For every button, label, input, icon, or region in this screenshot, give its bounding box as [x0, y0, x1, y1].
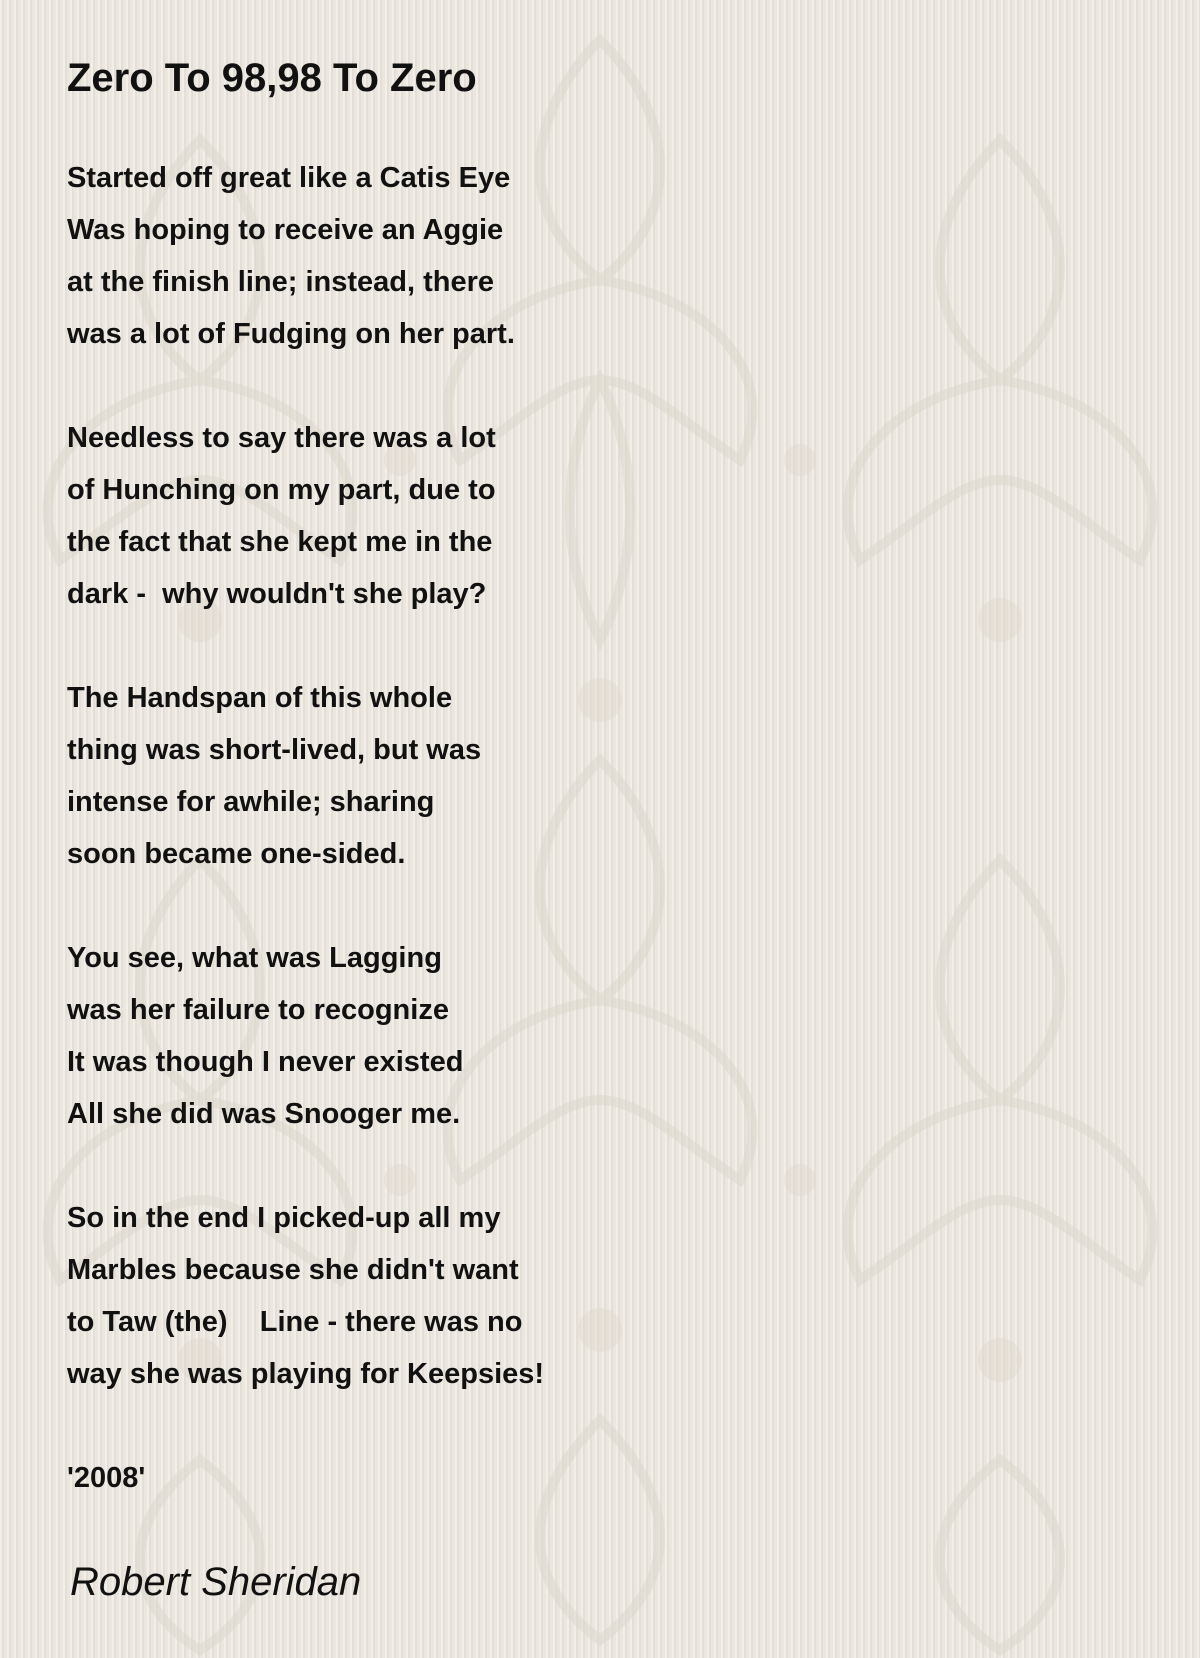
poem-line: You see, what was Lagging — [67, 942, 442, 974]
poem-line: So in the end I picked-up all my — [67, 1202, 501, 1234]
poem-card — [67, 48, 767, 1504]
poem-line: Started off great like a Catis Eye — [67, 162, 511, 194]
poem-title: Zero To 98,98 To Zero — [67, 56, 477, 100]
poem-line: The Handspan of this whole — [67, 682, 453, 714]
stanza-3 — [67, 672, 767, 880]
stanza-5 — [67, 1192, 767, 1400]
poem-line: thing was short-lived, but was — [67, 734, 482, 766]
poem-line: was her failure to recognize — [67, 994, 449, 1026]
poem-line: All she did was Snooger me. — [67, 1098, 461, 1130]
poem-line: Needless to say there was a lot — [67, 422, 496, 454]
poem-line: soon became one-sided. — [67, 838, 406, 870]
poem-author: Robert Sheridan — [70, 1560, 362, 1604]
poem-date: '2008' — [67, 1462, 146, 1494]
poem-line: It was though I never existed — [67, 1046, 464, 1078]
poem-line: was a lot of Fudging on her part. — [67, 318, 515, 350]
stanza-1 — [67, 152, 767, 360]
poem-body — [67, 152, 767, 1504]
poem-line: at the finish line; instead, there — [67, 266, 495, 298]
poem-line: way she was playing for Keepsies! — [67, 1358, 545, 1390]
poem-line: the fact that she kept me in the — [67, 526, 493, 558]
stanza-2 — [67, 412, 767, 620]
poem-line: Marbles because she didn't want — [67, 1254, 519, 1286]
poem-line: intense for awhile; sharing — [67, 786, 435, 818]
stanza-4 — [67, 932, 767, 1140]
poem-line: of Hunching on my part, due to — [67, 474, 496, 506]
poem-line: dark - why wouldn't she play? — [67, 578, 487, 610]
poem-line: to Taw (the) Line - there was no — [67, 1306, 523, 1338]
poem-line: Was hoping to receive an Aggie — [67, 214, 504, 246]
